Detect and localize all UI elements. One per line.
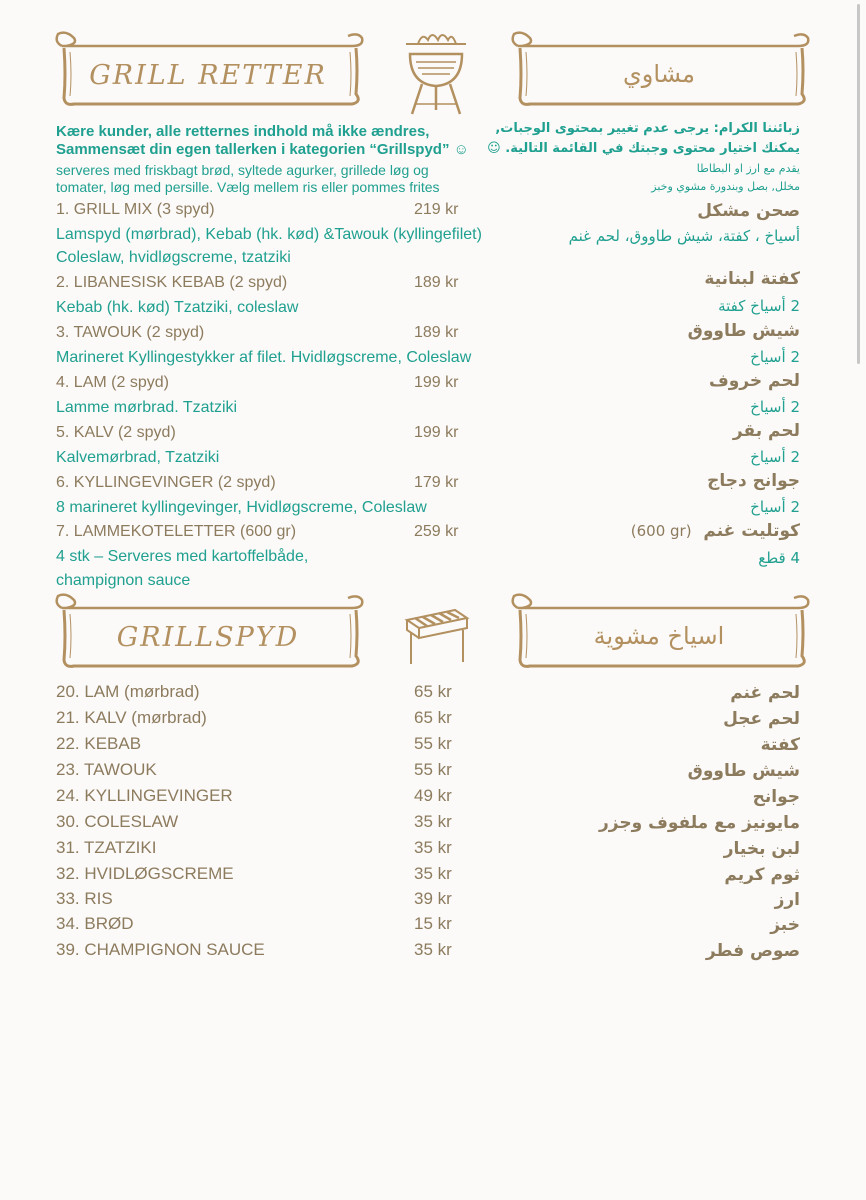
ar-item-desc: 2 أسياخ — [750, 348, 800, 366]
menu-item-desc: Kalvemørbrad, Tzatziki — [56, 449, 220, 466]
menu-item-price: 259 kr — [414, 523, 459, 540]
menu-item-desc: Kebab (hk. kød) Tzatziki, coleslaw — [56, 299, 299, 316]
spyd-item-price: 35 kr — [414, 812, 452, 831]
menu-item-name: 3. TAWOUK (2 spyd) — [56, 324, 205, 341]
spyd-item-ar: مايونيز مع ملفوف وجزر — [598, 813, 800, 833]
notice-line-1: Kære kunder, alle retternes indhold må ikke ændres, — [56, 123, 430, 140]
spyd-item-name: 30. COLESLAW — [56, 812, 179, 831]
spyd-item-ar: صوص فطر — [705, 941, 800, 961]
ar-item-name: لحم خروف — [708, 371, 800, 391]
spyd-item-price: 55 kr — [414, 760, 452, 779]
serve-line-2: tomater, løg med persille. Vælg mellem ris eller pommes frites — [56, 179, 440, 195]
menu-item-name: 2. LIBANESISK KEBAB (2 spyd) — [56, 274, 288, 291]
menu-item-desc: Coleslaw, hvidløgscreme, tzatziki — [56, 249, 291, 266]
ar-item-name: جوانح دجاج — [707, 471, 800, 491]
menu-item-desc: 4 stk – Serveres med kartoffelbåde, — [56, 548, 309, 565]
menu-item-desc: Lamspyd (mørbrad), Kebab (hk. kød) &Tawouk (kyllingefilet) — [56, 226, 482, 243]
spyd-item-ar: جوانح — [752, 787, 800, 807]
ar-item-name: كوتليت غنم (600 gr) — [630, 521, 800, 541]
skewer-grill-icon — [403, 606, 471, 668]
menu-item-name: 1. GRILL MIX (3 spyd) — [56, 201, 215, 218]
menu-item-price: 199 kr — [414, 374, 459, 391]
ar-item-desc: 2 أسياخ — [750, 448, 800, 466]
spyd-item-ar: كفتة — [760, 735, 800, 755]
menu-item-price: 179 kr — [414, 474, 459, 491]
serve-ar-line-1: يقدم مع ارز او البطاطا — [696, 162, 800, 175]
menu-item-desc: champignon sauce — [56, 572, 191, 589]
spyd-item-price: 49 kr — [414, 786, 452, 805]
spyd-item-ar: شيش طاووق — [687, 761, 800, 781]
spyd-item-ar: خبز — [770, 915, 800, 935]
notice-ar-line-1: زبائننا الكرام: يرجى عدم تغيير بمحتوى الوجبات, — [495, 121, 800, 136]
spyd-item-name: 32. HVIDLØGSCREME — [56, 864, 234, 883]
spyd-item-name: 23. TAWOUK — [56, 760, 157, 779]
menu-item-price: 189 kr — [414, 274, 459, 291]
spyd-item-price: 35 kr — [414, 940, 452, 959]
section-title-asyakh: اسياخ مشوية — [593, 622, 725, 650]
spyd-item-ar: لحم غنم — [730, 683, 800, 703]
menu-item-name: 4. LAM (2 spyd) — [56, 374, 169, 391]
spyd-item-ar: لبن بخيار — [723, 839, 800, 859]
spyd-item-price: 65 kr — [414, 708, 452, 727]
spyd-item-price: 39 kr — [414, 889, 452, 908]
menu-item-desc: Marineret Kyllingestykker af filet. Hvidløgscreme, Coleslaw — [56, 349, 472, 366]
ar-item-desc: 2 أسياخ — [750, 398, 800, 416]
spyd-item-name: 31. TZATZIKI — [56, 838, 157, 857]
ar-item-desc: 4 قطع — [758, 549, 800, 567]
menu-item-name: 7. LAMMEKOTELETTER (600 gr) — [56, 523, 297, 540]
spyd-item-ar: ثوم كريم — [724, 865, 800, 885]
spyd-item-name: 33. RIS — [56, 889, 113, 908]
ar-item-desc: 2 أسياخ — [750, 498, 800, 516]
banner-mashawi — [508, 30, 810, 110]
spyd-item-price: 55 kr — [414, 734, 452, 753]
banner-grill-retter — [52, 30, 364, 110]
spyd-item-price: 35 kr — [414, 864, 452, 883]
serve-ar-line-2: مخلل, بصل وبندورة مشوي وخبز — [651, 180, 800, 193]
section-title-mashawi: مشاوي — [623, 60, 695, 88]
kettle-grill-icon — [400, 22, 472, 117]
menu-item-price: 189 kr — [414, 324, 459, 341]
menu-item-desc: Lamme mørbrad. Tzatziki — [56, 399, 238, 416]
spyd-item-name: 34. BRØD — [56, 914, 134, 933]
notice-ar-line-2: يمكنك اختيار محتوى وجبتك في القائمة التالية. ☺ — [487, 141, 800, 156]
menu-item-price: 199 kr — [414, 424, 459, 441]
menu-item-price: 219 kr — [414, 201, 459, 218]
banner-grillspyd — [52, 592, 364, 672]
serve-line-1: serveres med friskbagt brød, syltede agurker, grillede løg og — [56, 162, 429, 178]
menu-item-name: 6. KYLLINGEVINGER (2 spyd) — [56, 474, 276, 491]
spyd-item-name: 21. KALV (mørbrad) — [56, 708, 207, 727]
spyd-item-ar: ارز — [774, 890, 800, 910]
spyd-item-ar: لحم عجل — [723, 709, 800, 729]
ar-item-name: لحم بقر — [732, 421, 800, 441]
ar-item-name: صحن مشكل — [697, 201, 800, 221]
ar-item-desc: 2 أسياخ كفتة — [718, 297, 800, 315]
spyd-item-price: 65 kr — [414, 682, 452, 701]
ar-item-desc: أسياخ ، كفتة، شيش طاووق، لحم غنم — [568, 227, 800, 245]
section-title-grill-retter: GRILL RETTER — [89, 60, 327, 91]
spyd-item-price: 35 kr — [414, 838, 452, 857]
banner-asyakh — [508, 592, 810, 672]
ar-item-name: كفتة لبنانية — [704, 269, 800, 289]
spyd-item-name: 22. KEBAB — [56, 734, 142, 753]
scrollbar[interactable] — [857, 4, 860, 364]
notice-line-2: Sammensæt din egen tallerken i kategorien “Grillspyd” ☺ — [56, 141, 469, 158]
spyd-item-name: 20. LAM (mørbrad) — [56, 682, 200, 701]
ar-item-name: شيش طاووق — [687, 321, 800, 341]
menu-item-desc: 8 marineret kyllingevinger, Hvidløgscreme, Coleslaw — [56, 499, 427, 516]
spyd-item-price: 15 kr — [414, 914, 452, 933]
spyd-item-name: 39. CHAMPIGNON SAUCE — [56, 940, 265, 959]
menu-item-name: 5. KALV (2 spyd) — [56, 424, 176, 441]
spyd-item-name: 24. KYLLINGEVINGER — [56, 786, 233, 805]
section-title-grillspyd: GRILLSPYD — [116, 622, 300, 653]
